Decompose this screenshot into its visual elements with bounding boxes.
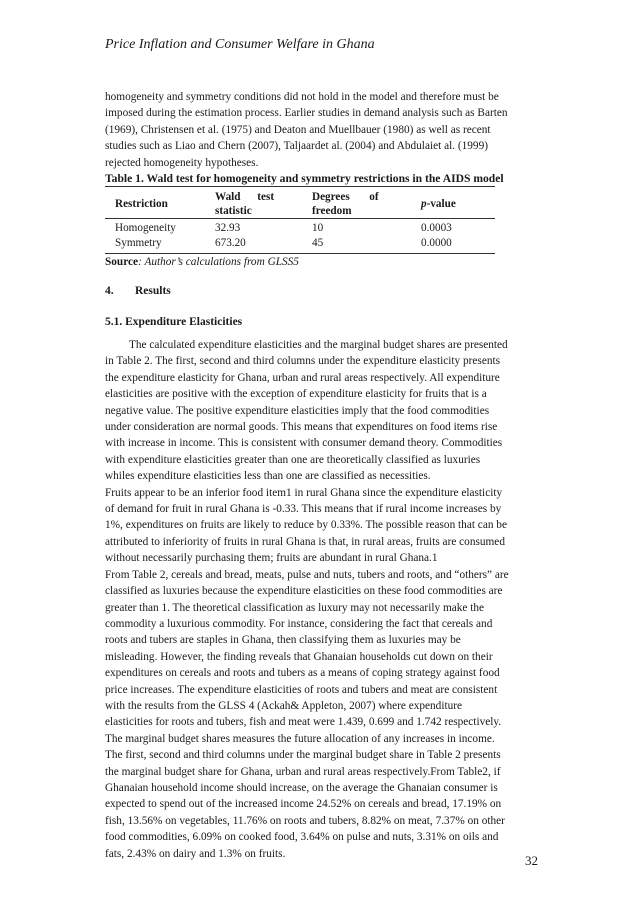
section-heading-results <box>105 285 171 297</box>
text-line: food commodities, 6.09% on cooked food, 3.64% on pulse and nuts, 3.31% on oils and <box>105 831 499 844</box>
header-restriction: Restriction <box>115 198 168 210</box>
intro-paragraph <box>105 89 552 171</box>
paragraph-expenditure <box>105 337 552 862</box>
text-line: whiles expenditure elasticities less than one are classified as necessities. <box>105 470 431 483</box>
text-line: (1969), Christensen et al. (1975) and Deaton and Muellbauer (1980) as well as recent <box>105 123 491 136</box>
text-line: without necessarily purchasing them; fruits are abundant in rural Ghana.1 <box>105 552 438 565</box>
text-line: imposed during the estimation process. Earlier studies in demand analysis such as Barten <box>105 107 508 120</box>
running-header: Price Inflation and Consumer Welfare in Ghana <box>105 37 375 52</box>
text-line: Ghanaian household income should increase, on the average the Ghanaian consumer is <box>105 781 498 794</box>
text-line: expected to spend out of the increased income 24.52% on cereals and bread, 17.19% on <box>105 798 502 811</box>
table-top-rule <box>105 186 495 187</box>
page-number: 32 <box>525 853 538 868</box>
header-wald-line2: statistic <box>215 205 252 217</box>
text-line: greater than 1. The theoretical classification as luxury may not necessarily make the <box>105 601 485 614</box>
header-dof-line1: Degrees of <box>312 191 379 203</box>
source-label: Source <box>105 256 139 268</box>
text-line: elasticities for roots and tubers, fish and meat were 1.439, 0.699 and 1.742 respectively. <box>105 716 502 729</box>
text-line: homogeneity and symmetry conditions did not hold in the model and therefore must be <box>105 91 499 103</box>
row-p: 0.0003 <box>421 222 452 234</box>
row-wald: 673.20 <box>215 237 246 249</box>
text-line: the expenditure elasticity for Ghana, urban and rural areas respectively. All expenditure <box>105 371 500 384</box>
text-line: misleading. However, the finding reveals that Ghanaian households cut down on their <box>105 650 493 663</box>
text-line: roots and tubers are staples in Ghana, then classifying them as luxuries may be <box>105 634 461 647</box>
table-header-rule <box>105 218 495 219</box>
row-dof: 10 <box>312 222 324 234</box>
row-wald: 32.93 <box>215 222 241 234</box>
table-caption: Table 1. Wald test for homogeneity and symmetry restrictions in the AIDS model <box>105 172 504 185</box>
text-line: fish, 13.56% on vegetables, 11.76% on roots and tubers, 8.82% on meat, 7.37% on other <box>105 814 505 827</box>
row-restriction: Symmetry <box>115 237 162 249</box>
section-title: Results <box>135 285 171 297</box>
text-line: From Table 2, cereals and bread, meats, pulse and nuts, tubers and roots, and “others” are <box>105 568 509 581</box>
text-line: in Table 2. The first, second and third columns under the expenditure elasticity presents <box>105 355 501 368</box>
text-line: under consideration are normal goods. This means that expenditures on food items rise <box>105 421 498 434</box>
text-line: expenditures on cereals and roots and tubers as a means of coping strategy against food <box>105 667 500 680</box>
table-source-note <box>105 256 299 268</box>
text-line: rejected homogeneity hypotheses. <box>105 156 259 169</box>
text-line: of demand for fruit in rural Ghana is -0.33. This means that if rural income increases by <box>105 503 502 516</box>
header-dof-line2: freedom <box>312 205 352 217</box>
text-line: elasticities are positive with the exception of expenditure elasticity for fruits that is a <box>105 388 487 401</box>
text-line: The marginal budget shares measures the future allocation of any increases in income. <box>105 732 495 745</box>
text-line: studies such as Liao and Chern (2007), Taljaardet al. (2004) and Abdulaiet al. (1999) <box>105 140 488 153</box>
text-line: attributed to inferiority of fruits in rural Ghana is that, in rural areas, fruits are consumed <box>105 535 505 548</box>
header-p-value <box>421 197 456 211</box>
text-line: the marginal budget share for Ghana, urban and rural areas respectively.From Table2, if <box>105 765 501 778</box>
text-line: classified as luxuries because the expenditure elasticities on these food commodities are <box>105 585 503 598</box>
subsection-heading-expenditure-elasticities: 5.1. Expenditure Elasticities <box>105 316 243 328</box>
text-line: with increase in income. This is consistent with consumer demand theory. Commodities <box>105 437 503 450</box>
text-line: fats, 2.43% on dairy and 1.3% on fruits. <box>105 847 286 860</box>
row-p: 0.0000 <box>421 237 452 249</box>
header-p-italic: p <box>421 198 427 210</box>
section-number: 4. <box>105 285 114 297</box>
table-bottom-rule <box>105 253 495 254</box>
text-line: Fruits appear to be an inferior food item1 in rural Ghana since the expenditure elasticity <box>105 486 503 499</box>
text-line: with expenditure elasticities greater than one are theoretically classified as luxuries <box>105 453 481 466</box>
text-line: commodity a luxurious commodity. For instance, considering the fact that cereals and <box>105 617 493 630</box>
text-line: with the results from the GLSS 4 (Ackah& Appleton, 2007) where expenditure <box>105 699 463 712</box>
text-line: price increases. The expenditure elasticities of roots and tubers and meat are consistent <box>105 683 498 696</box>
source-text: : Author’s calculations from GLSS5 <box>138 256 299 268</box>
header-wald-line1: Wald test <box>215 191 275 203</box>
text-line: 1%, expenditures on fruits are likely to reduce by 0.33%. The possible reason that can be <box>105 519 507 532</box>
text-line: The first, second and third columns under the marginal budget share in Table 2 presents <box>105 749 501 762</box>
row-dof: 45 <box>312 237 324 249</box>
text-line: negative value. The positive expenditure elasticities imply that the food commodities <box>105 404 490 417</box>
text-line: The calculated expenditure elasticities and the marginal budget shares are presented <box>129 339 508 351</box>
row-restriction: Homogeneity <box>115 222 176 234</box>
header-p-rest: -value <box>426 198 456 210</box>
